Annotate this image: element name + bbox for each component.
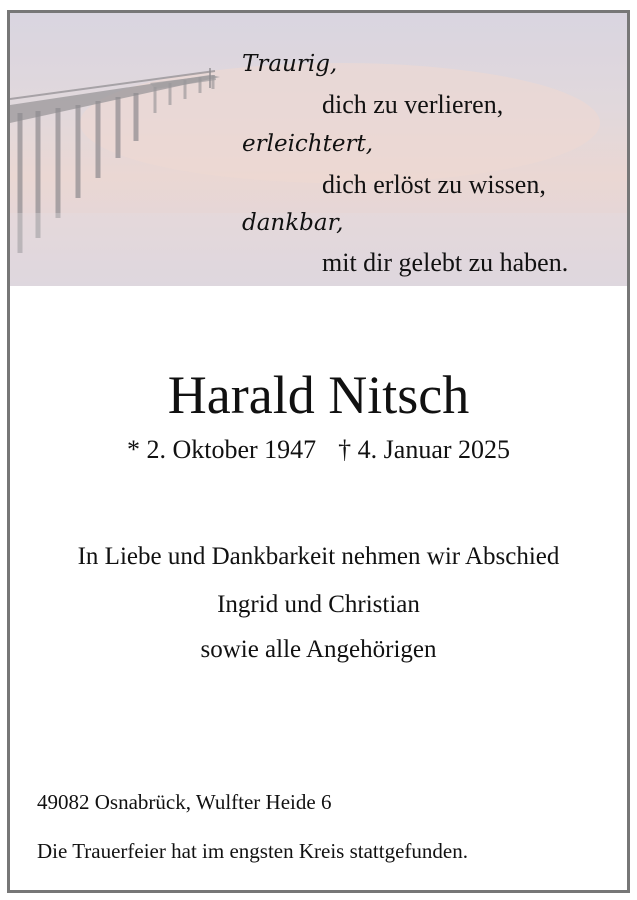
life-dates	[10, 434, 627, 466]
birth-symbol: *	[126, 435, 140, 464]
death-date: 4. Januar 2025	[357, 435, 511, 464]
farewell-line: In Liebe und Dankbarkeit nehmen wir Abschied	[77, 543, 560, 570]
poem-line-5: dankbar,	[242, 210, 344, 236]
poem-line-1: Traurig,	[242, 51, 338, 77]
funeral-note: Die Trauerfeier hat im engsten Kreis stattgefunden.	[37, 839, 468, 863]
deceased-name: Harald Nitsch	[167, 365, 470, 425]
poem-line-6: mit dir gelebt zu haben.	[322, 248, 569, 277]
obituary-card	[7, 10, 630, 893]
jetty-image-banner	[10, 13, 627, 286]
poem-line-4: dich erlöst zu wissen,	[322, 170, 546, 199]
address: 49082 Osnabrück, Wulfter Heide 6	[37, 790, 332, 814]
mourners-names: Ingrid und Christian	[217, 591, 420, 618]
poem-line-2: dich zu verlieren,	[322, 90, 504, 119]
mourners-relatives: sowie alle Angehörigen	[200, 636, 437, 663]
poem	[10, 13, 627, 286]
poem-line-3: erleichtert,	[242, 131, 374, 157]
death-symbol: †	[338, 435, 352, 464]
birth-date: 2. Oktober 1947	[146, 435, 317, 464]
